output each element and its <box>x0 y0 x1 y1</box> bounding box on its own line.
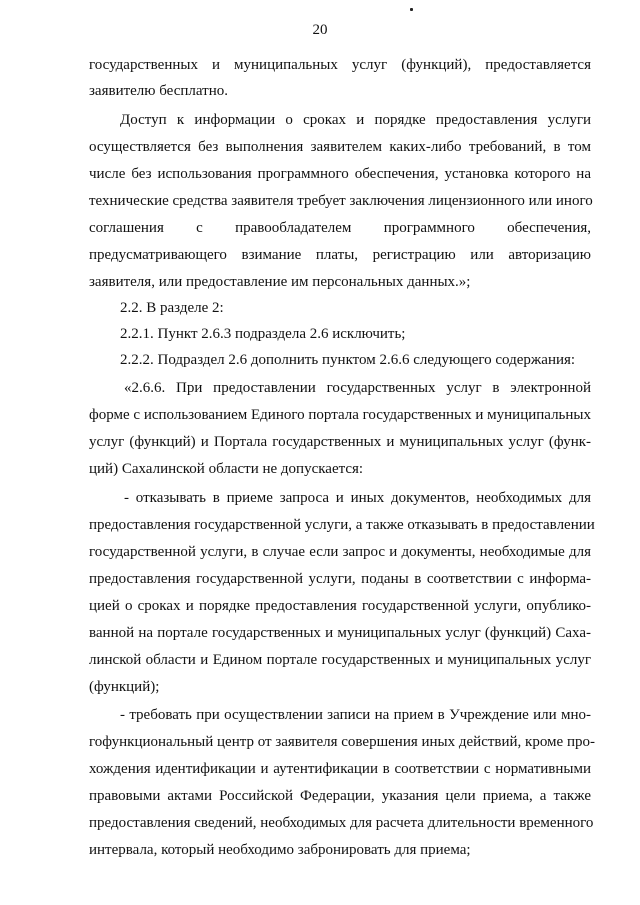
paragraph-first-line: Доступ к информации о сроках и порядке предоставления услуги <box>120 112 591 128</box>
text-line: государственной услуги, в случае если запрос и документы, необходимые для <box>89 544 591 560</box>
text-line: гофункциональный центр от заявителя совершения иных действий, кроме про- <box>89 734 595 750</box>
text-line: осуществляется без выполнения заявителем каких-либо требований, в том <box>89 139 591 155</box>
text-line: технические средства заявителя требует заключения лицензионного или иного <box>89 193 593 209</box>
text-line: государственных и муниципальных услуг (функций), предоставляется <box>89 57 591 73</box>
text-line: (функций); <box>89 679 160 695</box>
text-line: ций) Сахалинской области не допускается: <box>89 461 364 477</box>
text-line: предусматривающего взимание платы, регистрацию или авторизацию <box>89 247 591 263</box>
text-line: хождения идентификации и аутентификации в соответствии с нормативными <box>89 761 591 777</box>
text-line: цией о сроках и порядке предоставления государственной услуги, опублико- <box>89 598 591 614</box>
page-number: 20 <box>312 22 328 38</box>
paragraph-first-line: «2.6.6. При предоставлении государственных услуг в электронной <box>124 380 591 396</box>
text-line: предоставления государственной услуги, поданы в соответствии с информа- <box>89 571 591 587</box>
text-line: предоставления государственной услуги, а также отказывать в предоставлении <box>89 517 595 533</box>
text-line: ванной на портале государственных и муниципальных услуг (функций) Саха- <box>89 625 591 641</box>
list-item-first-line: - отказывать в приеме запроса и иных документов, необходимых для <box>124 490 591 506</box>
text-line: форме с использованием Единого портала государственных и муниципальных <box>89 407 591 423</box>
section-item: 2.2.1. Пункт 2.6.3 подраздела 2.6 исключить; <box>120 326 406 342</box>
section-item: 2.2. В разделе 2: <box>120 300 224 316</box>
text-line: заявителя, или предоставление им персональных данных.»; <box>89 274 471 290</box>
text-line: услуг (функций) и Портала государственных и муниципальных услуг (функ- <box>89 434 591 450</box>
text-line: предоставления сведений, необходимых для расчета длительности временного <box>89 815 594 831</box>
text-line: интервала, который необходимо забронировать для приема; <box>89 842 471 858</box>
text-line: заявителю бесплатно. <box>89 83 228 99</box>
section-item: 2.2.2. Подраздел 2.6 дополнить пунктом 2.6.6 следующего содержания: <box>120 352 576 368</box>
text-line: линской области и Едином портале государственных и муниципальных услуг <box>89 652 591 668</box>
text-line: правовыми актами Российской Федерации, указания цели приема, а также <box>89 788 591 804</box>
text-line: соглашения с правообладателем программного обеспечения, <box>89 220 591 236</box>
scan-speck <box>410 8 413 11</box>
text-line: числе без использования программного обеспечения, установка которого на <box>89 166 591 182</box>
list-item-first-line: - требовать при осуществлении записи на прием в Учреждение или мно- <box>120 707 591 723</box>
